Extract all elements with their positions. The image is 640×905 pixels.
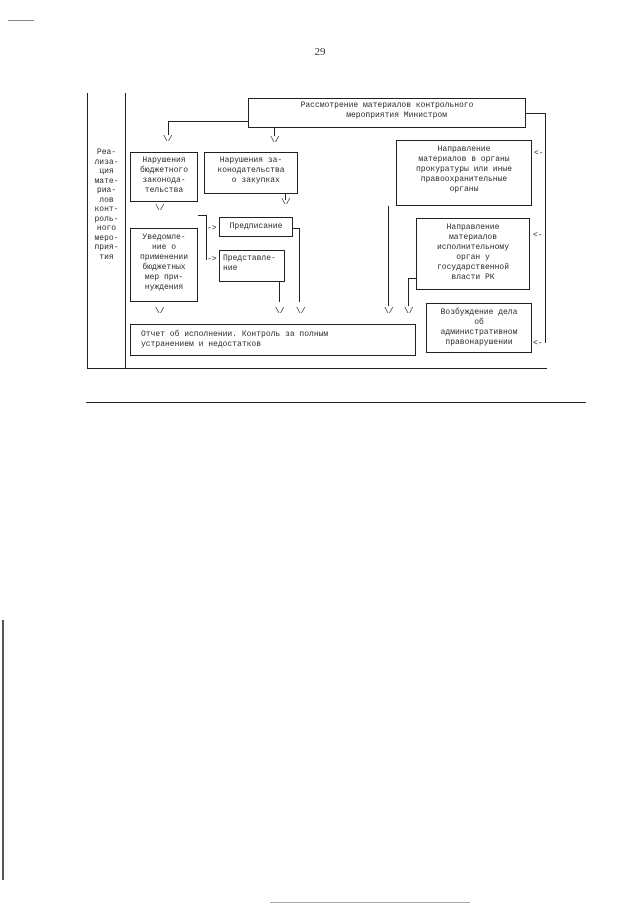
arrow-right-2: ->: [207, 255, 217, 264]
arrow-left-2: <-: [533, 231, 543, 240]
left-scan-edge: [2, 620, 4, 880]
procurement-violations-box: Нарушения за- конодательства о закупках: [204, 152, 298, 194]
conn-prosecutor-down: [388, 206, 389, 306]
notice-box: Уведомле- ние о применении бюджетных мер при- нуждения: [130, 228, 198, 302]
arrow-down-8: \/: [384, 307, 394, 316]
frame-line-right: [125, 93, 126, 368]
conn-right-spine: [545, 113, 546, 343]
arrow-down-7: \/: [296, 307, 306, 316]
order-box: Предписание: [219, 217, 293, 237]
conn-order-right-v: [299, 228, 300, 302]
arrow-left-3: <-: [533, 339, 543, 348]
arrow-down-5: \/: [155, 307, 165, 316]
executive-box: Направление материалов исполнительному орган у государственной власти РК: [416, 218, 530, 290]
submission-box: Представле- ние: [219, 250, 285, 282]
arrow-down-2: \/: [270, 136, 280, 145]
arrow-down-1: \/: [163, 135, 173, 144]
frame-line-bottom: [87, 368, 547, 369]
arrow-left-1: <-: [534, 149, 544, 158]
conn-review-right-h: [526, 113, 546, 114]
page-number: 29: [314, 46, 326, 58]
arrow-down-3: \/: [155, 204, 165, 213]
prosecutor-box: Направление материалов в органы прокуратуры или иные правоохранительные органы: [396, 140, 532, 206]
review-box: Рассмотрение материалов контрольного мероприятия Министром: [248, 98, 526, 128]
conn-budget-right-h: [198, 215, 206, 216]
admin-case-box: Возбуждение дела об административном правонарушении: [426, 303, 532, 353]
budget-violations-box: Нарушения бюджетного законода- тельства: [130, 152, 198, 202]
conn-exec-down: [408, 278, 409, 306]
arrow-down-9: \/: [404, 307, 414, 316]
conn-branch-v: [206, 215, 207, 260]
conn-review-mid-v: [274, 128, 275, 136]
conn-review-left-v: [168, 121, 169, 135]
conn-exec-h: [408, 278, 416, 279]
left-side-label: Реа- лиза- ция мате- риа- лов конт- роль- ного меро- прия- тия: [94, 148, 119, 262]
arrow-right-1: ->: [207, 224, 217, 233]
conn-sub-down: [279, 282, 280, 302]
arrow-down-6: \/: [275, 307, 285, 316]
arrow-down-4: \/: [281, 198, 291, 207]
conn-review-left-h: [168, 121, 248, 122]
bottom-scan-edge: [270, 902, 470, 903]
separator-line: [86, 402, 586, 403]
report-box: Отчет об исполнении. Контроль за полным устранением и недостатков: [130, 324, 416, 356]
